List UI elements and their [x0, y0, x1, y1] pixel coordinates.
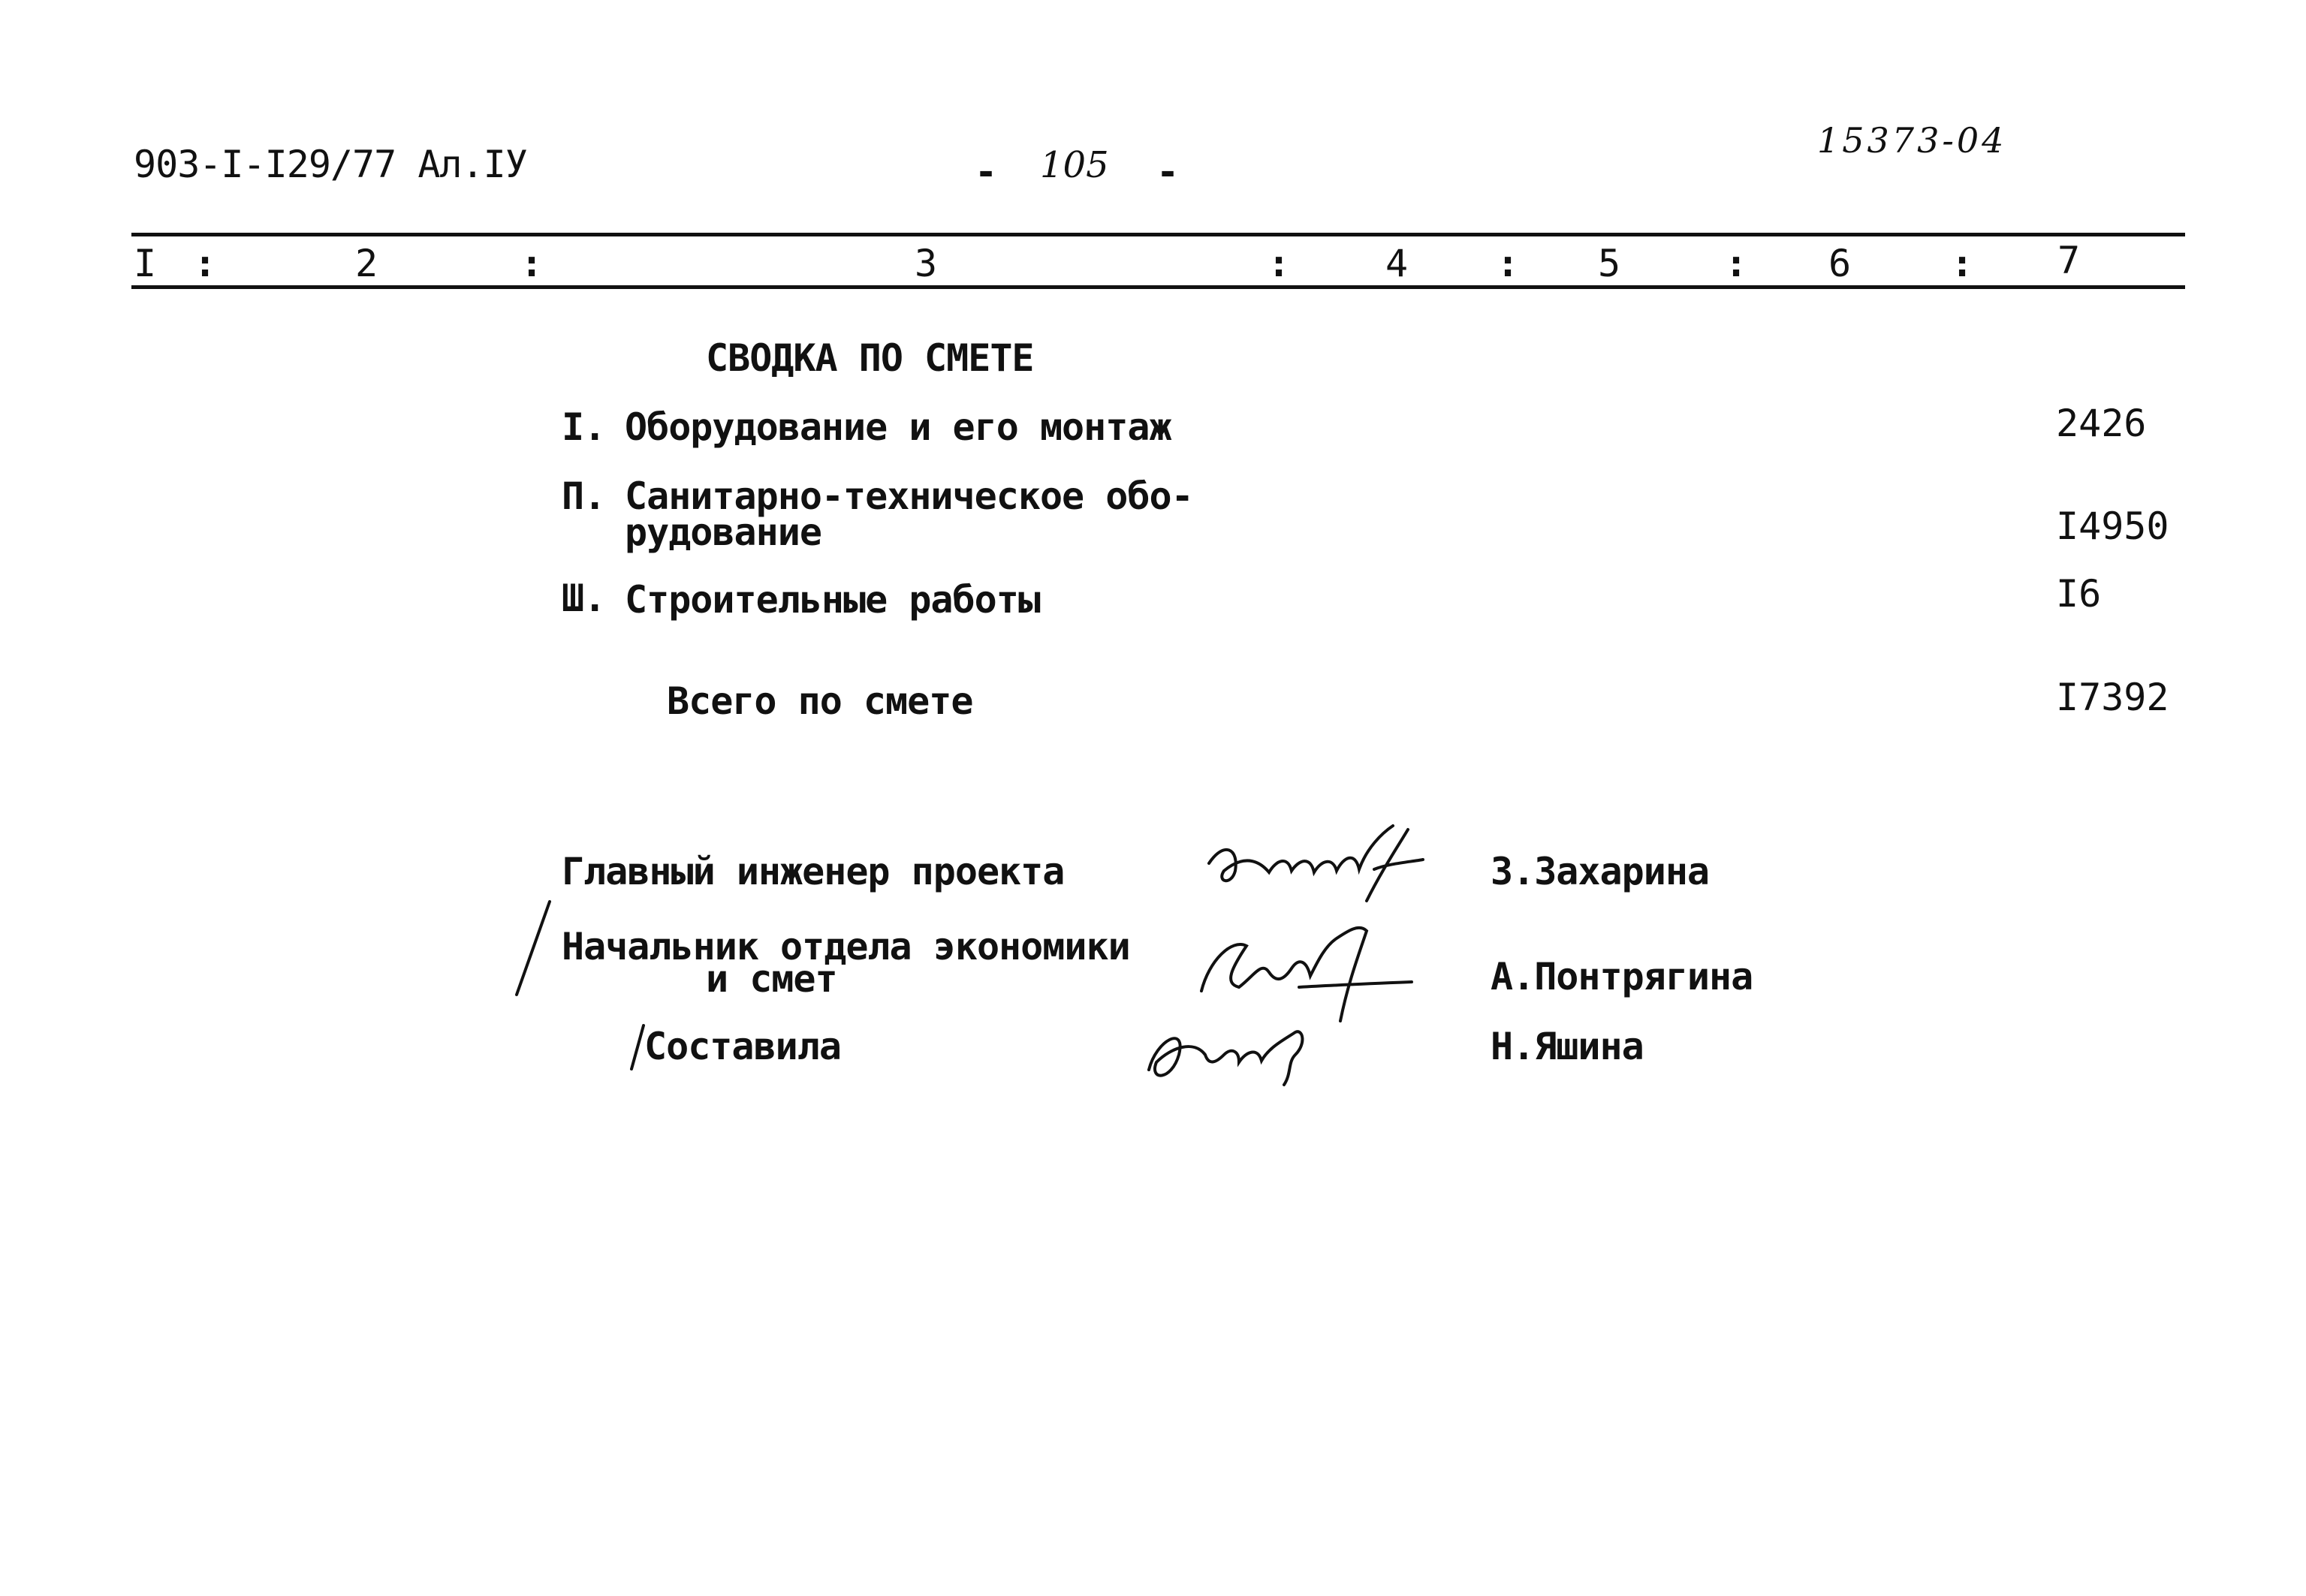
column-header-bottom-rule: [131, 285, 2185, 289]
approval-slash-mark: [511, 897, 563, 1002]
column-number-5: 5: [1598, 242, 1621, 285]
handwritten-signature: [1194, 818, 1427, 908]
handwritten-signature: [1134, 1010, 1314, 1092]
column-number-4: 4: [1385, 242, 1409, 285]
summary-item-number: П.: [562, 474, 606, 518]
column-number-1: I: [134, 242, 157, 285]
column-number-2: 2: [355, 242, 378, 285]
signature-role: Составила: [644, 1025, 841, 1068]
signature-role-continued: и смет: [706, 957, 837, 1001]
signature-name: Н.Яшина: [1491, 1025, 1644, 1068]
column-number-3: 3: [915, 242, 938, 285]
document-code: 903-I-I29/77 Ал.IУ: [134, 143, 527, 186]
column-separator: :: [1725, 242, 1748, 285]
summary-total-label: Всего по смете: [667, 679, 973, 723]
summary-item-amount: I6: [2056, 572, 2102, 616]
summary-item-number: I.: [562, 405, 606, 449]
column-header-top-rule: [131, 233, 2185, 236]
page-dash-left: -: [975, 150, 997, 194]
column-separator: :: [1497, 242, 1520, 285]
summary-total-amount: I7392: [2056, 676, 2169, 719]
column-separator: :: [1951, 242, 1974, 285]
summary-item-text: Строительные работы: [625, 578, 1040, 622]
column-number-7: 7: [2057, 239, 2081, 282]
column-number-6: 6: [1828, 242, 1852, 285]
summary-item-amount: 2426: [2056, 402, 2147, 445]
summary-item-amount: I4950: [2056, 504, 2169, 548]
page-dash-right: -: [1156, 150, 1179, 194]
column-separator: :: [194, 242, 217, 285]
signature-name: З.Захарина: [1491, 850, 1710, 893]
page-number: 105: [1040, 144, 1109, 186]
signature-role: Начальник отдела экономики: [562, 925, 1130, 968]
summary-title: СВОДКА ПО СМЕТЕ: [706, 336, 1034, 380]
summary-item-text-continued: рудование: [625, 510, 821, 554]
column-separator: :: [1268, 242, 1291, 285]
column-separator: :: [520, 242, 544, 285]
signature-name: А.Понтрягина: [1491, 955, 1753, 998]
inventory-number: 15373-04: [1817, 120, 2007, 161]
summary-item-text: Оборудование и его монтаж: [625, 405, 1171, 449]
signature-role: Главный инженер проекта: [562, 850, 1065, 893]
summary-item-number: Ш.: [562, 577, 606, 620]
summary-item-text: Санитарно-техническое обо-: [625, 474, 1193, 518]
